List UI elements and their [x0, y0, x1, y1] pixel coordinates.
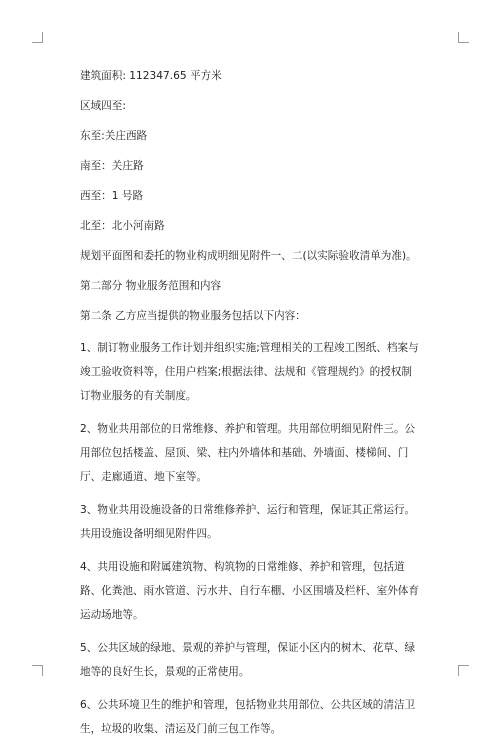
- boundary-east: 东至:关庄西路: [80, 130, 148, 142]
- building-area-line: 建筑面积: 112347.65 平方米: [80, 70, 222, 82]
- crop-mark-bottom-right: [458, 665, 469, 676]
- crop-mark-top-right: [458, 32, 469, 43]
- article-heading: 第二条 乙方应当提供的物业服务包括以下内容：: [80, 310, 306, 322]
- boundary-south: 南至：关庄路: [80, 160, 144, 172]
- plan-note: 规划平面图和委托的物业构成明细见附件一、二(以实际验收清单为准)。: [80, 250, 417, 262]
- service-item-5: 5、公共区域的绿地、景观的养护与管理，保证小区内的树木、花草、绿地等的良好生长，景观的正常使用。: [80, 642, 416, 678]
- crop-mark-top-left: [32, 32, 43, 43]
- document-body: [80, 66, 422, 750]
- section-heading: 第二部分 物业服务范围和内容: [80, 280, 222, 292]
- boundary-north: 北至：北小河南路: [80, 220, 165, 232]
- boundary-west: 西至：1 号路: [80, 190, 144, 202]
- service-item-1: 1、制订物业服务工作计划并组织实施;管理相关的工程竣工图纸、档案与竣工验收资料等，住用户档案;根据法律、法规和《管理规约》的授权制订物业服务的有关制度。: [80, 342, 419, 402]
- crop-mark-bottom-left: [32, 665, 43, 676]
- service-item-4: 4、共用设施和附属建筑物、构筑物的日常维修、养护和管理，包括道路、化粪池、雨水管道、污水井、自行车棚、小区围墙及栏杆、室外体育运动场地等。: [80, 561, 419, 621]
- boundaries-heading: 区域四至:: [80, 100, 126, 112]
- service-item-3: 3、物业共用设施设备的日常维修养护、运行和管理，保证其正常运行。共用设施设备明细见附件四。: [80, 504, 416, 540]
- service-item-6: 6、公共环境卫生的维护和管理，包括物业共用部位、公共区域的清洁卫生，垃圾的收集、清运及门前三包工作等。: [80, 699, 416, 735]
- service-item-2: 2、物业共用部位的日常维修、养护和管理。共用部位明细见附件三。公用部位包括楼盖、屋顶、梁、柱内外墙体和基础、外墙面、楼梯间、门厅、走廊通道、地下室等。: [80, 423, 416, 483]
